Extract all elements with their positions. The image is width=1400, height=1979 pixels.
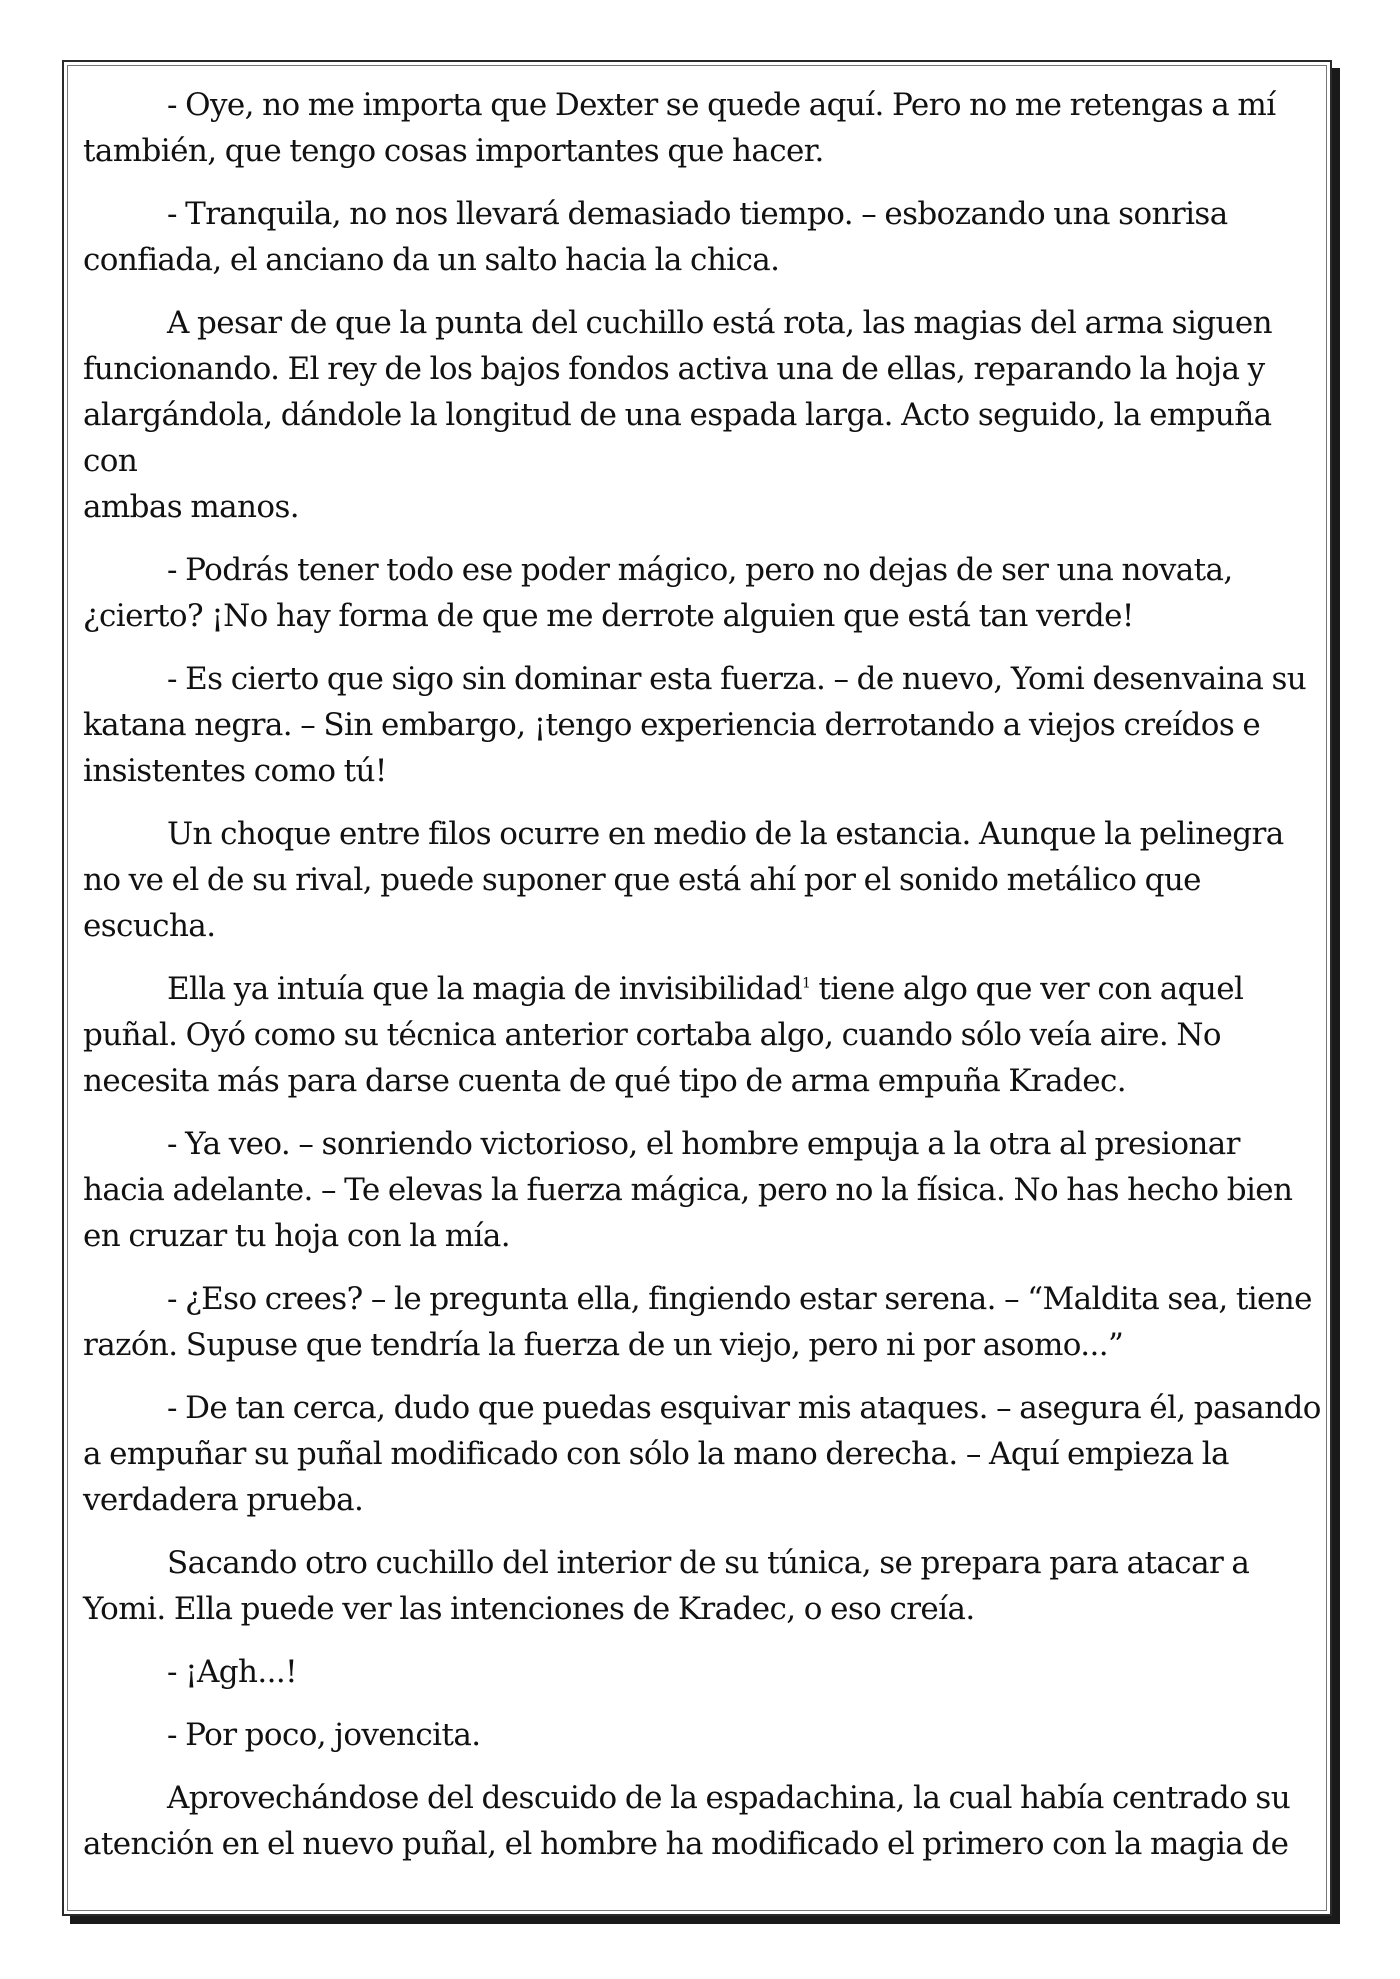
paragraph: A pesar de que la punta del cuchillo está rota, las magias del arma siguen funcionando. El rey de los bajos fondos activa una de ellas, reparando la hoja y alargándola, dándole la longitud de una espada larga. Acto seguido, la empuña con ambas manos. [83,305,1272,525]
paragraph: - Podrás tener todo ese poder mágico, pero no dejas de ser una novata, ¿cierto? ¡No hay forma de que me derrote alguien que está tan verde! [83,552,1233,634]
paragraph: - Es cierto que sigo sin dominar esta fuerza. – de nuevo, Yomi desenvaina su katana negra. – Sin embargo, ¡tengo experiencia derrotando a viejos creídos e insistentes como tú! [83,661,1307,789]
footnote-marker: 1 [801,975,811,992]
paragraph: - ¡Agh...! [167,1654,298,1690]
paragraph: - Ya veo. – sonriendo victorioso, el hombre empuja a la otra al presionar hacia adelante. – Te elevas la fuerza mágica, pero no la física. No has hecho bien en cruzar tu hoja con la mía. [83,1126,1293,1254]
paragraph: - De tan cerca, dudo que puedas esquivar mis ataques. – asegura él, pasando a empuñar su puñal modificado con sólo la mano derecha. – Aquí empieza la verdadera prueba. [83,1390,1321,1518]
document-body [83,82,1323,1884]
paragraph: - Tranquila, no nos llevará demasiado tiempo. – esbozando una sonrisa confiada, el anciano da un salto hacia la chica. [83,196,1228,278]
paragraph: Un choque entre filos ocurre en medio de la estancia. Aunque la pelinegra no ve el de su rival, puede suponer que está ahí por el sonido metálico que escucha. [83,816,1284,944]
paragraph-text-continued: tiene algo que ver con aquel puñal. Oyó como su técnica anterior cortaba algo, cuando sólo veía aire. No necesita más para darse cuenta de qué tipo de arma empuña Kradec. [83,971,1244,1099]
paragraph-text: Ella ya intuía que la magia de invisibilidad [167,971,802,1007]
paragraph-with-footnote [83,966,1323,1104]
paragraph: - Por poco, jovencita. [167,1717,481,1753]
paragraph: - ¿Eso crees? – le pregunta ella, fingiendo estar serena. – “Maldita sea, tiene razón. Supuse que tendría la fuerza de un viejo, pero ni por asomo...” [83,1281,1312,1363]
paragraph: Aprovechándose del descuido de la espadachina, la cual había centrado su atención en el nuevo puñal, el hombre ha modificado el primero con la magia de [83,1780,1291,1862]
paragraph: Sacando otro cuchillo del interior de su túnica, se prepara para atacar a Yomi. Ella puede ver las intenciones de Kradec, o eso creía. [83,1545,1250,1627]
paragraph: - Oye, no me importa que Dexter se quede aquí. Pero no me retengas a mí también, que tengo cosas importantes que hacer. [83,87,1276,169]
